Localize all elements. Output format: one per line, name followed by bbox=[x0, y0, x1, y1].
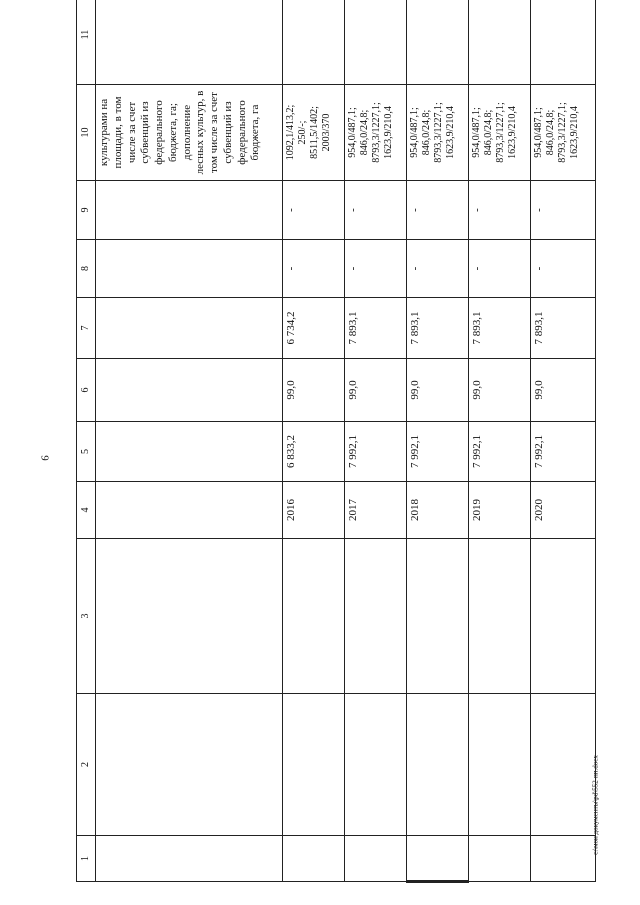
cell-col10: 954,0/487,1; 846,0/24,8; 8793,3/1227,1; 1623,9/210,4 bbox=[469, 85, 531, 181]
table-row bbox=[469, 0, 531, 882]
cell-year: 2016 bbox=[283, 482, 345, 539]
cell-col7: 7 893,1 bbox=[531, 298, 596, 359]
cell-col10: 954,0/487,1; 846,0/24,8; 8793,3/1227,1; 1623,9/210,4 bbox=[407, 85, 469, 181]
cell-col5: 7 992,1 bbox=[407, 422, 469, 482]
col-number: 5 bbox=[77, 422, 96, 482]
cell-col6: 99,0 bbox=[345, 359, 407, 422]
col-number: 1 bbox=[77, 836, 96, 882]
cell-col5: 7 992,1 bbox=[469, 422, 531, 482]
col-number: 3 bbox=[77, 539, 96, 694]
table-cell bbox=[96, 0, 283, 85]
table-cell bbox=[345, 694, 407, 836]
cell-col9: - bbox=[345, 181, 407, 240]
table-cell bbox=[345, 0, 407, 85]
cell-col5: 7 992,1 bbox=[345, 422, 407, 482]
table-cell bbox=[531, 836, 596, 882]
cell-year: 2020 bbox=[531, 482, 596, 539]
table-cell bbox=[469, 694, 531, 836]
table-cell bbox=[96, 482, 283, 539]
cell-description: культурами на площади, в том числе за счет субвенций из федерального бюджета, га; дополнение лесных культур, в том числе за счет субвенций из федерального бюджета, га bbox=[96, 85, 283, 181]
table-row bbox=[531, 0, 596, 882]
table-row bbox=[407, 0, 469, 882]
cell-col7: 7 893,1 bbox=[345, 298, 407, 359]
cell-col8: - bbox=[283, 240, 345, 298]
table-cell bbox=[96, 694, 283, 836]
table-cell bbox=[469, 0, 531, 85]
cell-col8: - bbox=[345, 240, 407, 298]
column-number-row bbox=[77, 0, 96, 882]
cell-col5: 6 833,2 bbox=[283, 422, 345, 482]
cell-col7: 7 893,1 bbox=[469, 298, 531, 359]
cell-col8: - bbox=[531, 240, 596, 298]
table-cell bbox=[407, 0, 469, 85]
data-table bbox=[76, 0, 596, 883]
rotated-table-container bbox=[76, 26, 583, 883]
table-cell bbox=[407, 836, 469, 882]
cell-col6: 99,0 bbox=[469, 359, 531, 422]
table-cell bbox=[96, 539, 283, 694]
cell-year: 2017 bbox=[345, 482, 407, 539]
cell-col7: 6 734,2 bbox=[283, 298, 345, 359]
table-cell bbox=[531, 0, 596, 85]
col-number: 10 bbox=[77, 85, 96, 181]
cell-col9: - bbox=[407, 181, 469, 240]
table-cell bbox=[345, 836, 407, 882]
cell-col10: 954,0/487,1; 846,0/24,8; 8793,3/1227,1; 1623,9/210,4 bbox=[531, 85, 596, 181]
table-row bbox=[283, 0, 345, 882]
cell-year: 2019 bbox=[469, 482, 531, 539]
table-cell bbox=[283, 694, 345, 836]
cell-year: 2018 bbox=[407, 482, 469, 539]
cell-col8: - bbox=[469, 240, 531, 298]
col-number: 8 bbox=[77, 240, 96, 298]
table-cell bbox=[96, 298, 283, 359]
table-cell bbox=[96, 422, 283, 482]
table-cell bbox=[345, 539, 407, 694]
table-cell bbox=[283, 836, 345, 882]
cell-col9: - bbox=[531, 181, 596, 240]
col-number: 6 bbox=[77, 359, 96, 422]
col-number: 2 bbox=[77, 694, 96, 836]
table-cell bbox=[407, 694, 469, 836]
table-row bbox=[96, 0, 283, 882]
cell-col5: 7 992,1 bbox=[531, 422, 596, 482]
col-number: 9 bbox=[77, 181, 96, 240]
table-cell bbox=[283, 0, 345, 85]
table-cell bbox=[469, 836, 531, 882]
table-row bbox=[345, 0, 407, 882]
table-cell bbox=[283, 539, 345, 694]
col-number: 7 bbox=[77, 298, 96, 359]
cell-col8: - bbox=[407, 240, 469, 298]
table-cell bbox=[469, 539, 531, 694]
cell-col10: 1092,1/413,2; 250/-; 8511,5/1402; 2003/370 bbox=[283, 85, 345, 181]
table-cell bbox=[96, 359, 283, 422]
cell-col6: 99,0 bbox=[531, 359, 596, 422]
cell-col6: 99,0 bbox=[407, 359, 469, 422]
cell-col10: 954,0/487,1; 846,0/24,8; 8793,3/1227,1; 1623,9/210,4 bbox=[345, 85, 407, 181]
col-number: 4 bbox=[77, 482, 96, 539]
cell-col6: 99,0 bbox=[283, 359, 345, 422]
table-cell bbox=[531, 539, 596, 694]
cell-col9: - bbox=[469, 181, 531, 240]
table-cell bbox=[96, 181, 283, 240]
cell-col7: 7 893,1 bbox=[407, 298, 469, 359]
footer-file-path: c:\мои документы\рd\552-пп.docx bbox=[591, 755, 600, 855]
table-cell bbox=[531, 694, 596, 836]
rotated-table-frame bbox=[76, 26, 583, 883]
page-number: 9 bbox=[38, 455, 51, 461]
cell-col9: - bbox=[283, 181, 345, 240]
table-cell bbox=[407, 539, 469, 694]
table-cell bbox=[96, 240, 283, 298]
col-number: 11 bbox=[77, 0, 96, 85]
table-cell bbox=[96, 836, 283, 882]
